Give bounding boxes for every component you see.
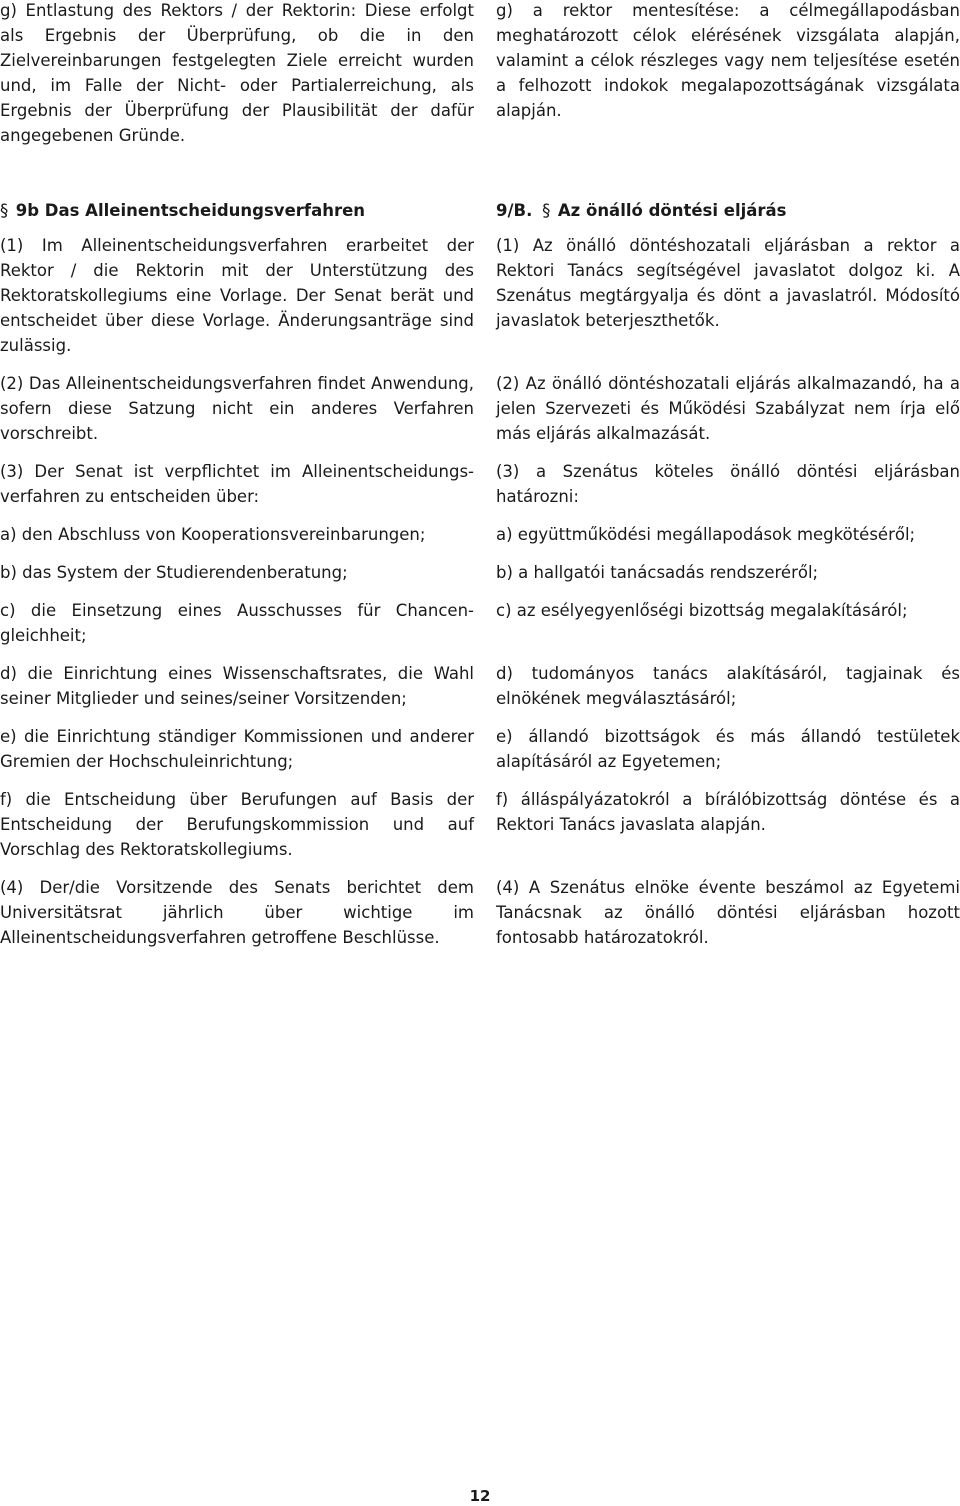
hungarian-paragraph-2: (2) Az önálló döntéshozatali eljárás alkalmazandó, ha a jelen Szervezeti és Működési Szabályzat nem írja elő más eljárás alkalmazását. (496, 374, 960, 443)
german-paragraph-1: (1) Im Alleinentscheidungsverfahren erarbeitet der Rektor / die Rektorin mit der Unterstützung des Rektoratskollegiums eine Vorlage. Der Senat berät und entscheidet über diese Vorlage. Änderungsanträge sind zulässig. (0, 236, 474, 355)
hungarian-heading-text: Az önálló döntési eljárás (557, 201, 787, 220)
hungarian-item-e: e) állandó bizottságok és más állandó testületek alapításáról az Egyetemen; (496, 727, 960, 771)
german-paragraph-4: (4) Der/die Vorsitzende des Senats berichtet dem Universitätsrat jährlich über wichtige im Alleinentscheidungsverfahren getroffene Beschlüsse. (0, 878, 474, 947)
german-paragraph-3: (3) Der Senat ist verpflichtet im Alleinentscheidungs-verfahren zu entscheiden über: (0, 462, 474, 506)
page-number: 12 (469, 1487, 491, 1505)
hungarian-paragraph-4: (4) A Szenátus elnöke évente beszámol az Egyetemi Tanácsnak az önálló döntési eljárásban hozott fontosabb határozatokról. (496, 878, 960, 947)
hungarian-intro-paragraph: g) a rektor mentesítése: a célmegállapodásban meghatározott célok elérésének vizsgálata alapján, valamint a célok részleges vagy nem teljesítése esetén a felhozott indokok megalapozottságának vizsgálata alapján. (496, 1, 960, 120)
hungarian-paragraph-1: (1) Az önálló döntéshozatali eljárásban a rektor a Rektori Tanács segítségével javaslatot dolgoz ki. A Szenátus megtárgyalja és dönt a javaslatról. Módosító javaslatok beterjeszthetők. (496, 236, 960, 330)
hungarian-heading-number: 9/B. (496, 201, 533, 220)
hungarian-item-d: d) tudományos tanács alakításáról, tagjainak és elnökének megválasztásáról; (496, 664, 960, 708)
german-item-c: c) die Einsetzung eines Ausschusses für Chancen-gleichheit; (0, 601, 474, 645)
german-intro-paragraph: g) Entlastung des Rektors / der Rektorin: Diese erfolgt als Ergebnis der Überprüfung, ob die in den Zielvereinbarungen festgelegten Ziele erreicht wurden und, im Falle der Nicht- oder Partialerreichung, als Ergebnis der Überprüfung der Plausibilität der dafür angegebenen Gründe. (0, 1, 474, 145)
hungarian-paragraph-3: (3) a Szenátus köteles önálló döntési eljárásban határozni: (496, 462, 960, 506)
hungarian-item-b: b) a hallgatói tanácsadás rendszeréről; (496, 563, 819, 582)
german-section-heading (0, 198, 474, 223)
german-item-e: e) die Einrichtung ständiger Kommissionen und anderer Gremien der Hochschuleinrichtung; (0, 727, 474, 771)
german-heading-text: 9b Das Alleinentscheidungsverfahren (15, 201, 366, 220)
german-item-b: b) das System der Studierendenberatung; (0, 563, 348, 582)
hungarian-item-f: f) álláspályázatokról a bírálóbizottság döntése és a Rektori Tanács javaslata alapján. (496, 790, 960, 834)
hungarian-item-a: a) együttműködési megállapodások megkötéséről; (496, 525, 916, 544)
german-paragraph-2: (2) Das Alleinentscheidungsverfahren findet Anwendung, sofern diese Satzung nicht ein anderes Verfahren vorschreibt. (0, 374, 474, 443)
german-item-d: d) die Einrichtung eines Wissenschaftsrates, die Wahl seiner Mitglieder und seines/seiner Vorsitzenden; (0, 664, 474, 708)
section-sign: § (542, 201, 551, 220)
german-item-a: a) den Abschluss von Kooperationsvereinbarungen; (0, 525, 426, 544)
german-item-f: f) die Entscheidung über Berufungen auf Basis der Entscheidung der Berufungskommission und auf Vorschlag des Rektoratskollegiums. (0, 790, 474, 859)
section-sign: § (0, 201, 9, 220)
hungarian-item-c: c) az esélyegyenlőségi bizottság megalakításáról; (496, 601, 908, 620)
german-section-9b (0, 198, 474, 962)
hungarian-section-9b (496, 198, 960, 962)
hungarian-section-heading (496, 198, 960, 223)
